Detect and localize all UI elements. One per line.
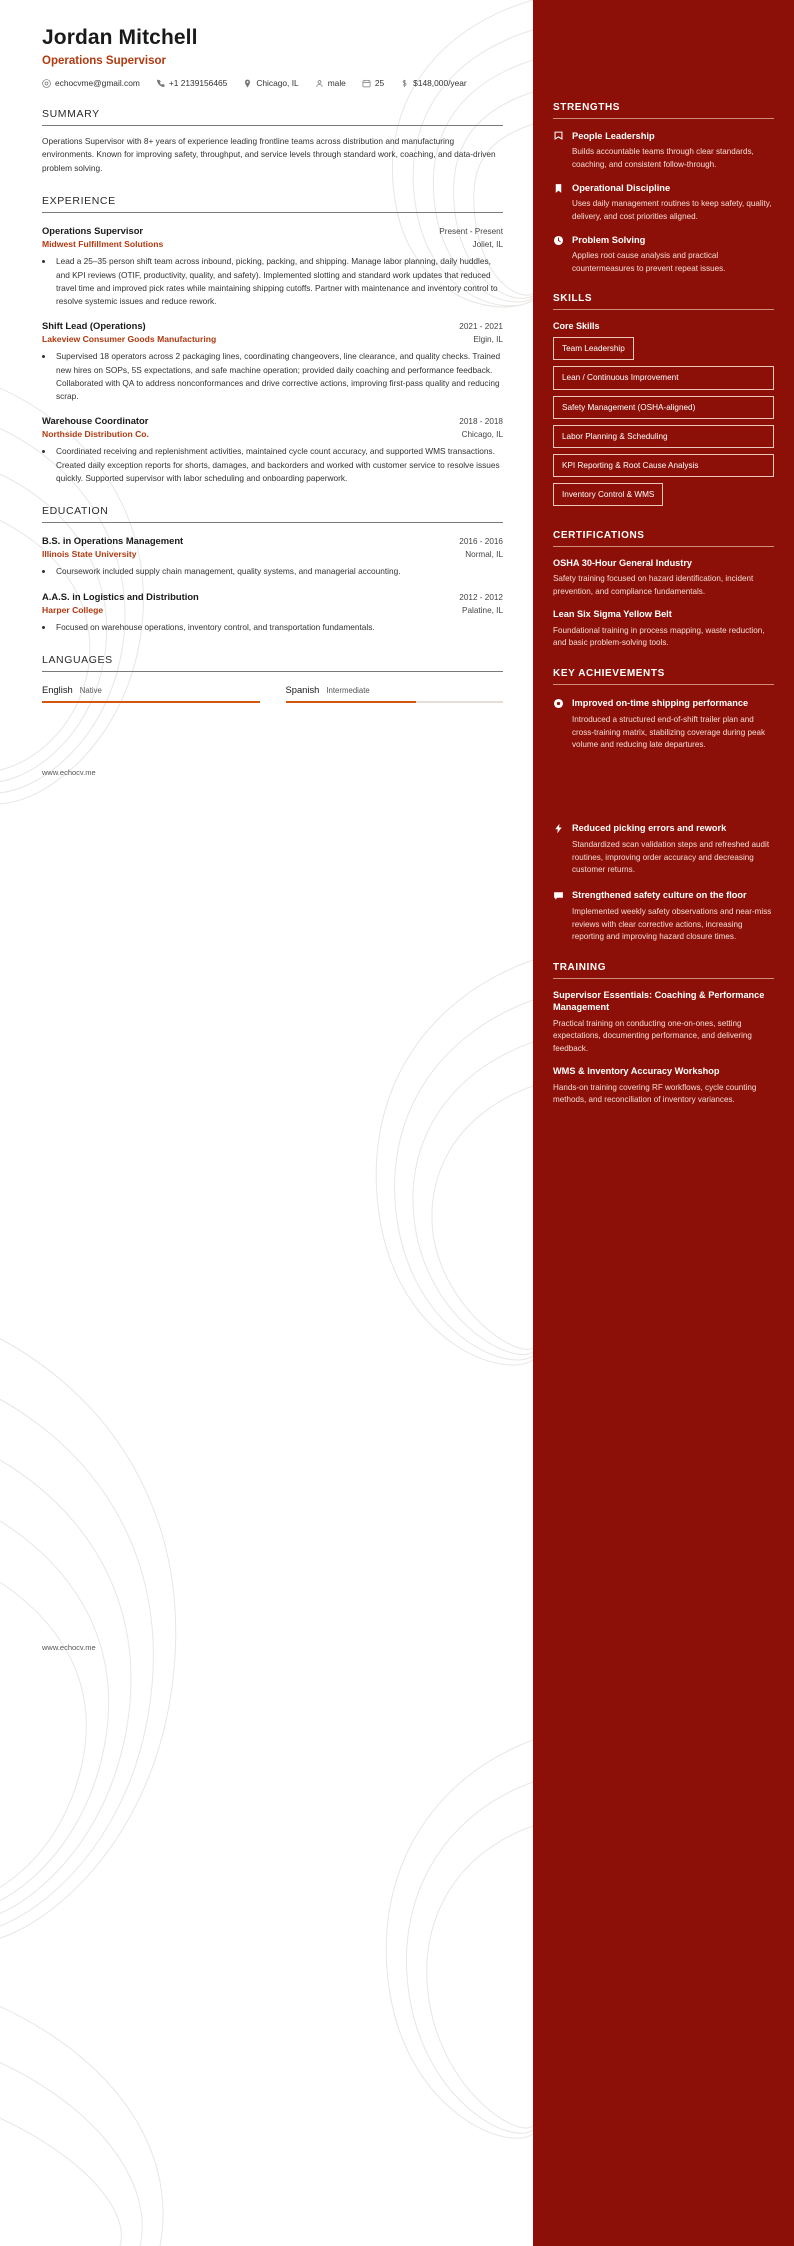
divider (42, 522, 503, 523)
job-bullets (54, 255, 503, 308)
training-title: TRAINING (553, 961, 607, 973)
divider (553, 546, 774, 547)
education-item (42, 535, 503, 578)
job-title: Shift Lead (Operations) (42, 320, 146, 332)
job-dates: 2018 - 2018 (459, 417, 503, 427)
education-bullet: • Coursework included supply chain management, quality systems, and managerial accounting. (54, 565, 503, 578)
phone-icon (156, 79, 165, 88)
contact-location (243, 78, 298, 88)
email-icon (42, 79, 51, 88)
skill-chip: Inventory Control & WMS (553, 483, 663, 506)
contact-salary (400, 78, 467, 88)
section-certifications (553, 530, 774, 650)
contact-location-text: Chicago, IL (256, 78, 299, 88)
skill-chip: Safety Management (OSHA-aligned) (553, 396, 774, 419)
strength-heading: Operational Discipline (572, 183, 671, 194)
certification-item (553, 557, 774, 598)
location-icon (243, 79, 252, 88)
job-location: Joliet, IL (472, 240, 503, 250)
calendar-icon (362, 79, 371, 88)
contact-phone (156, 78, 227, 88)
contact-phone-text: +1 2139156465 (168, 78, 228, 88)
section-training (553, 962, 774, 1107)
target-icon (553, 698, 564, 709)
gender-icon (315, 79, 324, 88)
education-title: EDUCATION (42, 505, 109, 518)
contact-age-text: 25 (374, 78, 385, 88)
achievement-item (553, 889, 774, 944)
contact-gender-text: male (327, 78, 346, 88)
education-item (42, 591, 503, 634)
education-degree: B.S. in Operations Management (42, 535, 184, 547)
chat-icon (553, 890, 564, 901)
achievements-title: KEY ACHIEVEMENTS (553, 667, 665, 679)
job-bullet: • Lead a 25–35 person shift team across inbound, picking, packing, and shipping. Manage labor planning, daily huddles, and KPI reviews (OTIF, productivity, quality, and safety). Implemented slotting and standard work updates that reduced travel time and improved pick rates while maintaining shipping cutoffs. Partner with maintenance and inventory control to resolve systemic issues and reduce rework. (54, 255, 503, 308)
education-dates: 2016 - 2016 (459, 537, 503, 547)
divider (553, 309, 774, 310)
job-dates: Present - Present (439, 227, 503, 237)
summary-text: Operations Supervisor with 8+ years of experience leading frontline teams across distribution and manufacturing environments. Known for improving safety, throughput, and service levels through standard work, coaching, and data-driven problem solving. (42, 136, 496, 173)
certification-heading: OSHA 30-Hour General Industry (553, 557, 693, 568)
contact-email (42, 78, 140, 88)
languages-title: LANGUAGES (42, 653, 113, 666)
clock-icon (553, 235, 564, 246)
skill-chip: Labor Planning & Scheduling (553, 425, 774, 448)
language-name: English (42, 683, 73, 695)
strength-heading: People Leadership (572, 131, 655, 141)
training-heading: WMS & Inventory Accuracy Workshop (553, 1066, 720, 1077)
divider (553, 978, 774, 979)
language-name: Spanish (285, 683, 320, 695)
divider (42, 212, 503, 213)
education-bullets (54, 621, 503, 634)
skills-subtitle: Core Skills (553, 321, 600, 332)
job-location: Elgin, IL (473, 335, 503, 345)
page-title: Jordan Mitchell (42, 26, 198, 49)
job-location: Chicago, IL (461, 430, 503, 440)
certification-body: Foundational training in process mapping, waste reduction, and basic problem-solving tools. (553, 625, 765, 648)
spacer (553, 752, 774, 810)
job-company: Lakeview Consumer Goods Manufacturing (42, 334, 217, 345)
education-school: Harper College (42, 604, 104, 615)
language-bar (286, 701, 504, 704)
skill-chip: Team Leadership (553, 337, 634, 360)
training-heading: Supervisor Essentials: Coaching & Performance Management (553, 989, 765, 1013)
salary-icon (400, 79, 409, 88)
strength-item (553, 130, 774, 171)
job-bullets (54, 445, 503, 485)
section-languages (42, 654, 503, 704)
strength-body: Uses daily management routines to keep safety, quality, delivery, and cost priorities aligned. (572, 199, 772, 221)
contact-list (42, 78, 503, 88)
language-item (42, 684, 260, 704)
section-strengths (553, 102, 774, 275)
certification-item (553, 608, 774, 649)
strength-item (553, 182, 774, 223)
education-degree: A.A.S. in Logistics and Distribution (42, 590, 199, 602)
job-company: Northside Distribution Co. (42, 429, 149, 440)
divider (42, 671, 503, 672)
contact-salary-text: $148,000/year (413, 78, 467, 88)
training-body: Hands-on training covering RF workflows, cycle counting methods, and reconciliation of inventory variances. (553, 1082, 757, 1105)
job-title: Operations Supervisor (42, 225, 144, 237)
section-education (42, 505, 503, 634)
achievement-heading: Improved on-time shipping performance (572, 697, 749, 708)
right-column (533, 0, 794, 2246)
contact-gender (315, 78, 346, 88)
strength-heading: Problem Solving (572, 235, 646, 246)
divider (553, 684, 774, 685)
bookmark-icon (553, 183, 564, 194)
strength-body: Builds accountable teams through clear standards, coaching, and consistent follow-through. (572, 147, 754, 169)
training-item (553, 1065, 774, 1106)
skill-chip: Lean / Continuous Improvement (553, 366, 774, 389)
education-location: Palatine, IL (462, 605, 503, 615)
strength-body: Applies root cause analysis and practical countermeasures to prevent repeat issues. (572, 251, 726, 273)
language-level: Native (79, 685, 102, 695)
divider (42, 125, 503, 126)
job-company: Midwest Fulfillment Solutions (42, 239, 164, 250)
summary-title: SUMMARY (42, 108, 100, 120)
achievement-item (553, 697, 774, 752)
language-level: Intermediate (326, 685, 370, 695)
section-experience (42, 195, 503, 485)
education-location: Normal, IL (465, 550, 503, 560)
job-bullet: • Coordinated receiving and replenishment activities, maintained cycle count accuracy, and supported WMS transactions. Created daily exception reports for shorts, damages, and backorders and worked with customer service to resolve issues quickly. Supported supervisor with labor scheduling and onboarding paperwork. (54, 445, 503, 485)
contact-age (362, 78, 384, 88)
section-achievements (553, 668, 774, 944)
strengths-title: STRENGTHS (553, 102, 621, 113)
education-bullet: • Focused on warehouse operations, inventory control, and transportation fundamentals. (54, 621, 503, 634)
job-title: Warehouse Coordinator (42, 415, 149, 427)
section-skills (553, 293, 774, 511)
experience-item (42, 225, 503, 308)
achievement-heading: Reduced picking errors and rework (572, 822, 727, 833)
job-bullet: • Supervised 18 operators across 2 packaging lines, coordinating changeovers, line clearance, and quality checks. Trained new hires on SOPs, 5S expectations, and safe machine operation; provided daily coaching and performance feedback. Collaborated with QA to address nonconformances and drive corrective actions, improving first-pass quality and reducing scrap. (54, 350, 503, 403)
language-bar (42, 701, 260, 704)
bolt-icon (553, 823, 564, 834)
achievement-body: Standardized scan validation steps and refreshed audit routines, improving order accuracy and decreasing customer returns. (572, 840, 770, 875)
certifications-title: CERTIFICATIONS (553, 529, 645, 541)
certification-heading: Lean Six Sigma Yellow Belt (553, 609, 672, 620)
achievement-body: Implemented weekly safety observations and near-miss reviews with clear corrective actions, increasing reporting and improving hazard closure times. (572, 907, 772, 942)
website-footer-top: www.echocv.me (42, 768, 96, 777)
website-footer-bottom: www.echocv.me (42, 1643, 96, 1652)
achievement-body: Introduced a structured end-of-shift trailer plan and cross-training matrix, stabilizing coverage during peak volume and reducing late departures. (572, 715, 765, 750)
job-dates: 2021 - 2021 (459, 322, 503, 332)
achievement-item (553, 822, 774, 877)
experience-item (42, 320, 503, 403)
experience-title: EXPERIENCE (42, 195, 116, 208)
training-body: Practical training on conducting one-on-ones, setting expectations, documenting performance, and delivering feedback. (553, 1018, 752, 1053)
experience-item (42, 415, 503, 485)
contact-email-text: echocvme@gmail.com (55, 78, 140, 88)
education-bullets (54, 565, 503, 578)
skill-chip: KPI Reporting & Root Cause Analysis (553, 454, 774, 477)
achievement-heading: Strengthened safety culture on the floor (572, 889, 747, 900)
language-item (286, 684, 504, 704)
education-dates: 2012 - 2012 (459, 592, 503, 602)
header-role: Operations Supervisor (42, 55, 166, 67)
training-item (553, 989, 774, 1055)
job-bullets (54, 350, 503, 403)
skills-title: SKILLS (553, 293, 593, 305)
certification-body: Safety training focused on hazard identification, incident prevention, and compliance fundamentals. (553, 574, 754, 596)
strength-item (553, 234, 774, 275)
flag-icon (553, 131, 564, 142)
section-summary (42, 108, 503, 175)
education-school: Illinois State University (42, 549, 137, 560)
divider (553, 118, 774, 119)
